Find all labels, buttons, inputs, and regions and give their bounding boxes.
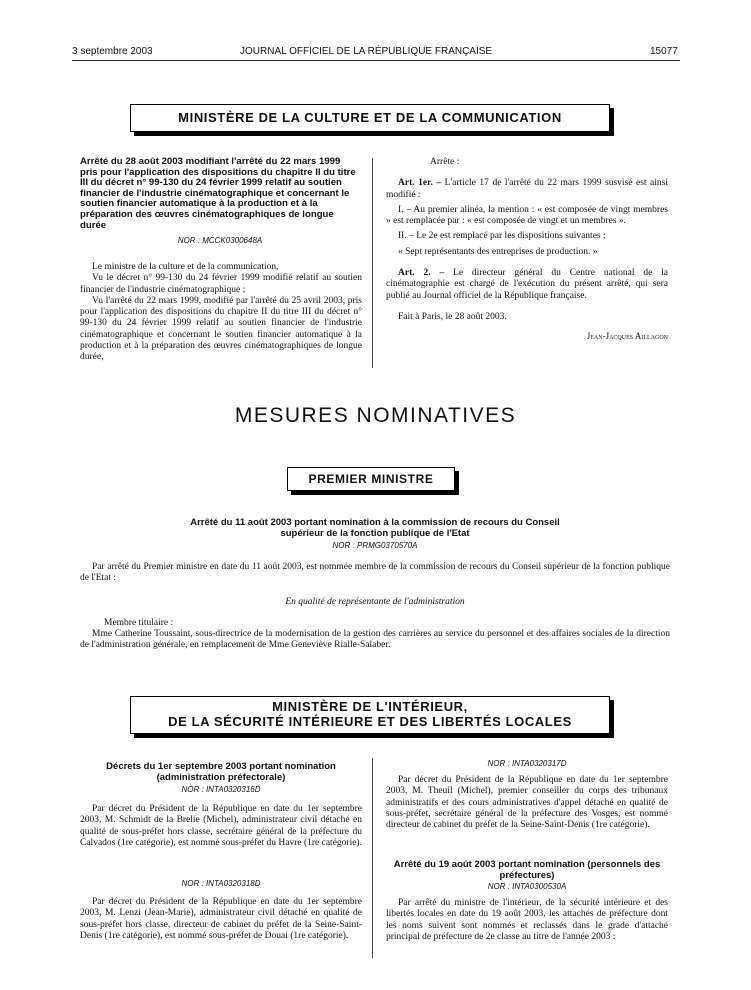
column-divider	[372, 158, 373, 368]
nor-premier: NOR : PRMG0370570A	[332, 541, 418, 550]
article-1-quote: « Sept représentants des entreprises de production. »	[398, 246, 598, 257]
ministry-interieur-line1: MINISTÈRE DE L'INTÉRIEUR,	[272, 699, 468, 714]
decret-3-text: Par décret du Président de la République en date du 1er septembre 2003, M. Theuil (Michel), premier conseiller du corps des tribunaux administratifs et des cours administratives d'appel détaché en qualité de sous-préfet, secrétaire général de la préfecture des Vosges, est nommé directeur de cabinet du préfet de la Seine-Saint-Denis (1re catégorie).	[386, 775, 668, 831]
arrete-premier-title: Arrêté du 11 août 2003 portant nomination à la commission de recours du Conseil supérieur de la fonction publique de l'Etat	[190, 517, 560, 539]
nor-culture: NOR : MCCK0300648A	[177, 236, 263, 245]
nor-arrete-personnels: NOR : INTA0300530A	[487, 882, 567, 891]
article-1-ii: II. – Le 2e est remplacé par les dispositions suivantes :	[398, 231, 606, 242]
culture-vu-2: Vu l'arrêté du 22 mars 1999, modifié par l'arrêté du 25 avril 2003, pris pour l'application des dispositions du chapitre II du titre III du décret n° 99-130 du 24 février 1999 relatif au soutien financier de l'industrie cinématographique et concernant le soutien financier automatique à la production et à la préparation des œuvres cinématographiques de longue durée,	[80, 295, 362, 363]
journal-title: JOURNAL OFFICIEL DE LA RÉPUBLIQUE FRANÇAISE	[240, 46, 493, 57]
premier-member-label: Membre titulaire :	[104, 617, 174, 628]
header-date: 3 septembre 2003	[72, 46, 153, 57]
done-at: Fait à Paris, le 28 août 2003.	[398, 311, 507, 322]
premier-quality: En qualité de représentante de l'administration	[285, 596, 465, 607]
culture-intro: Le ministre de la culture et de la communication,	[92, 262, 279, 272]
article-1: Art. 1er. – L'article 17 de l'arrêté du 22 mars 1999 susvisé est ainsi modifié :	[386, 178, 668, 200]
ministry-premier-title: PREMIER MINISTRE	[308, 472, 434, 486]
culture-vu-1: Vu le décret n° 99-130 du 24 février 1999 modifié relatif au soutien financier de l'industrie cinématographique ;	[80, 273, 362, 295]
signature: Jean-Jacques Aillagon	[586, 331, 668, 342]
arrete-personnels-text: Par arrêté du ministre de l'intérieur, de la sécurité intérieure et des libertés locales en date du 19 août 2003, les attachés de préfecture dont les noms suivent sont nommés et reclassés dans le grade d'attaché principal de préfecture de 2e classe au titre de l'année 2003 :	[386, 898, 668, 942]
ministry-interieur-box	[130, 696, 610, 734]
section-heading-mesures: MESURES NOMINATIVES	[234, 404, 517, 427]
arrete-label: Arrête :	[430, 157, 460, 167]
arrete-culture-title: Arrêté du 28 août 2003 modifiant l'arrêté du 22 mars 1999 pris pour l'application des dispositions du chapitre II du titre III du décret n° 99-130 du 24 février 1999 relatif au soutien financier de l'industrie cinématographique et concernant le soutien financier automatique à la production et à la préparation des œuvres cinématographiques de longue durée	[80, 156, 356, 231]
article-2: Art. 2. – Le directeur général du Centre national de la cinématographie est chargé de l'exécution du présent arrêté, qui sera publié au Journal officiel de la République française.	[386, 268, 668, 301]
decrets-title: Décrets du 1er septembre 2003 portant nomination (administration préfectorale)	[106, 761, 336, 783]
page-number: 15077	[650, 46, 678, 57]
premier-p1: Par arrêté du Premier ministre en date du 11 août 2003, est nommée membre de la commission de recours du Conseil supérieur de la fonction publique de l'Etat :	[80, 562, 670, 584]
premier-body	[80, 562, 670, 652]
decret-2-text: Par décret du Président de la République en date du 1er septembre 2003, M. Lenzi (Jean-Marie), administrateur civil détaché en qualité de sous-préfet hors classe, directeur de cabinet du préfet de la Seine-Saint-Denis (1re catégorie), est nommé sous-préfet de Douai (1re catégorie).	[80, 897, 362, 941]
culture-body-left	[80, 262, 362, 364]
nor-decret-2: NOR : INTA0320318D	[181, 879, 261, 888]
ministry-premier-box	[287, 467, 455, 491]
premier-member: Mme Catherine Toussaint, sous-directrice de la modernisation de la gestion des carrières au service du personnel et des affaires sociales de la direction de l'administration générale, en remplacement de Mme Geneviève Rialle-Salaber.	[80, 629, 670, 651]
nor-decret-3: NOR : INTA0320317D	[487, 759, 567, 768]
article-1-i: I. – Au premier alinéa, la mention : « est composée de vingt membres » est remplacée par : « est composée de vingt et un membres ».	[386, 204, 668, 227]
ministry-culture-title: MINISTÈRE DE LA CULTURE ET DE LA COMMUNICATION	[178, 110, 562, 125]
culture-body-right	[386, 157, 668, 343]
nor-decret-1: NOR : INTA0320316D	[181, 785, 261, 794]
arrete-personnels-title: Arrêté du 19 août 2003 portant nomination (personnels des préfectures)	[393, 859, 661, 881]
header-rule	[72, 60, 680, 61]
ministry-culture-box	[130, 104, 610, 132]
column-divider-2	[372, 758, 373, 958]
ministry-interieur-line2: DE LA SÉCURITÉ INTÉRIEURE ET DES LIBERTÉS LOCALES	[168, 714, 572, 729]
decret-1-text: Par décret du Président de la République en date du 1er septembre 2003, M. Schmidt de la Brelie (Michel), administrateur civil détaché en qualité de sous-préfet hors classe, secrétaire général de la préfecture du Calvados (1re catégorie), est nommé sous-préfet du Havre (1re catégorie).	[80, 804, 362, 848]
